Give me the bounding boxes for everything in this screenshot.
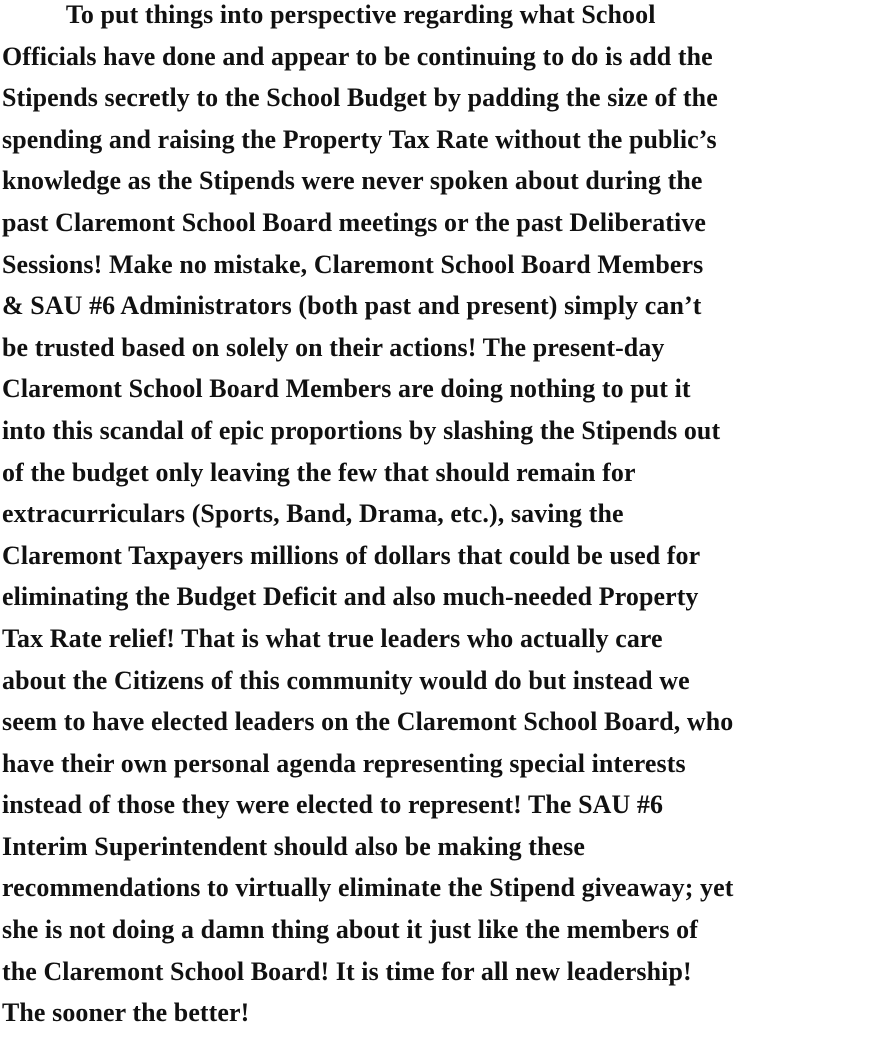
text-line: the Claremont School Board! It is time for all new leadership! <box>2 956 692 986</box>
text-line: The sooner the better! <box>2 998 250 1028</box>
text-line: instead of those they were elected to represent! The SAU #6 <box>2 790 664 820</box>
text-line: of the budget only leaving the few that should remain for <box>2 457 636 487</box>
text-line: Interim Superintendent should also be making these <box>2 831 585 861</box>
text-line: Claremont School Board Members are doing nothing to put it <box>2 374 691 404</box>
text-line: about the Citizens of this community would do but instead we <box>2 665 690 695</box>
text-line: & SAU #6 Administrators (both past and present) simply can’t <box>2 291 702 321</box>
text-line: seem to have elected leaders on the Claremont School Board, who <box>2 707 734 737</box>
text-line: into this scandal of epic proportions by slashing the Stipends out <box>2 415 721 445</box>
text-line: extracurriculars (Sports, Band, Drama, etc.), saving the <box>2 499 624 529</box>
text-line: Sessions! Make no mistake, Claremont School Board Members <box>2 249 704 279</box>
text-line: eliminating the Budget Deficit and also much-needed Property <box>2 582 699 612</box>
text-line: To put things into perspective regarding what School <box>65 0 656 29</box>
text-line: Tax Rate relief! That is what true leaders who actually care <box>2 623 663 653</box>
text-line: be trusted based on solely on their actions! The present-day <box>2 332 665 362</box>
text-line: Claremont Taxpayers millions of dollars that could be used for <box>2 540 701 570</box>
text-line: Stipends secretly to the School Budget by padding the size of the <box>2 83 718 113</box>
text-line: knowledge as the Stipends were never spoken about during the <box>2 166 703 196</box>
text-line: recommendations to virtually eliminate the Stipend giveaway; yet <box>2 873 734 903</box>
text-line: she is not doing a damn thing about it just like the members of <box>2 915 698 945</box>
paragraph <box>2 0 880 1040</box>
text-line: have their own personal agenda representing special interests <box>2 748 686 778</box>
text-line: spending and raising the Property Tax Rate without the public’s <box>2 124 717 154</box>
text-line: past Claremont School Board meetings or the past Deliberative <box>2 207 707 237</box>
text-line: Officials have done and appear to be continuing to do is add the <box>2 41 713 71</box>
